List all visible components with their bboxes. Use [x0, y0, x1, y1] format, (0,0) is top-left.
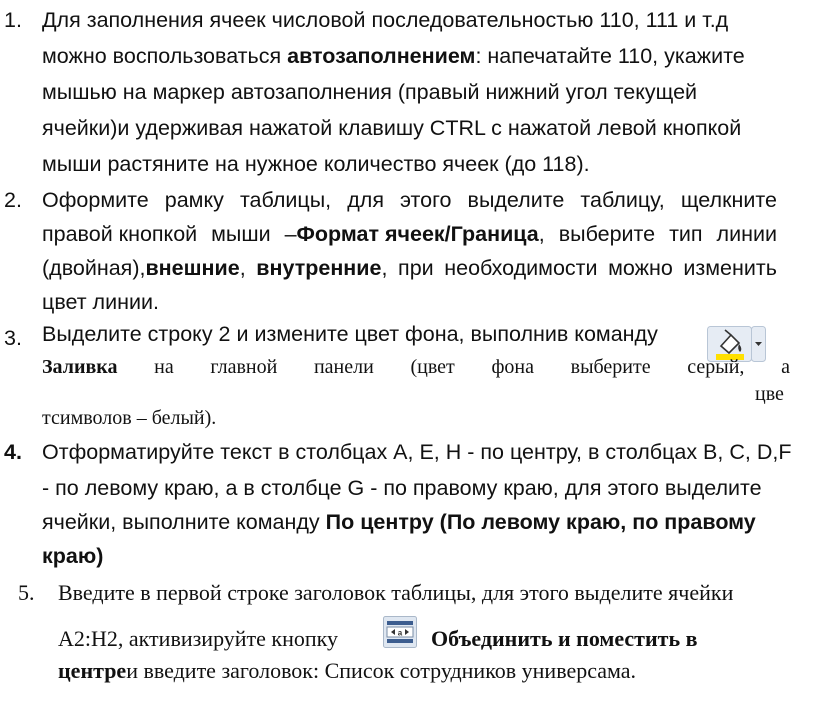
text-line: Оформите рамку таблицы, для этого выделите таблицу, щелкните	[42, 188, 777, 212]
bold-term: краю)	[42, 544, 104, 568]
text-line: цвет линии.	[42, 290, 159, 314]
svg-text:a: a	[397, 628, 403, 638]
bold-term: Заливка	[42, 356, 118, 378]
bold-term: По центру (По левому краю, по правому	[325, 510, 756, 534]
text-line: правой кнопкой мыши –Формат ячеек/Граница, выберите тип линии	[42, 222, 777, 246]
text-line: Введите в первой строке заголовок таблицы, для этого выделите ячейки	[58, 580, 734, 605]
text-line: A2:H2, активизируйте кнопку	[58, 626, 339, 651]
merge-center-icon[interactable]	[383, 616, 417, 648]
text-line: - по левому краю, а в столбце G - по правому краю, для этого выделите	[42, 476, 762, 500]
text-line: Отформатируйте текст в столбцах А, Е, Н - по центру, в столбцах В, С, D,F	[42, 440, 792, 464]
text-line: тсимволов – белый).	[42, 407, 217, 429]
text-line	[42, 544, 103, 569]
item-number: 4.	[4, 440, 22, 464]
item-number: 5.	[18, 580, 35, 605]
text-line: мыши растяните на нужное количество ячеек (до 118).	[42, 152, 590, 176]
bold-term: внутренние	[256, 256, 382, 280]
text-line: Заливка на главной панели (цвет фона выберите серый, а	[42, 356, 790, 378]
item-number: 3.	[4, 326, 22, 350]
text-line: (двойная),внешние, внутренние, при необходимости можно изменить	[42, 256, 777, 280]
bold-term: внешние	[145, 256, 240, 280]
item-number: 2.	[4, 188, 22, 212]
text-line: центреи введите заголовок: Список сотрудников универсама.	[58, 658, 637, 683]
bold-term: Формат ячеек/Граница	[296, 222, 539, 246]
bold-term: Объединить и поместить в	[431, 626, 698, 651]
text-line: ячейки)и удерживая нажатой клавишу CTRL с нажатой левой кнопкой	[42, 116, 742, 140]
text-line: цве	[755, 383, 784, 405]
text-line: ячейки, выполните команду По центру (По левому краю, по правому	[42, 510, 756, 534]
bold-term: автозаполнением	[287, 44, 476, 68]
text-line: Для заполнения ячеек числовой последовательностью 110, 111 и т.д	[42, 8, 729, 32]
text-line	[431, 626, 697, 652]
item-number: 1.	[4, 8, 22, 32]
bold-term: центре	[58, 658, 127, 683]
text-line: мышью на маркер автозаполнения (правый нижний угол текущей	[42, 80, 698, 104]
text-line: Выделите строку 2 и измените цвет фона, выполнив команду	[42, 322, 658, 346]
text-line: можно воспользоваться автозаполнением: напечатайте 110, укажите	[42, 44, 745, 68]
